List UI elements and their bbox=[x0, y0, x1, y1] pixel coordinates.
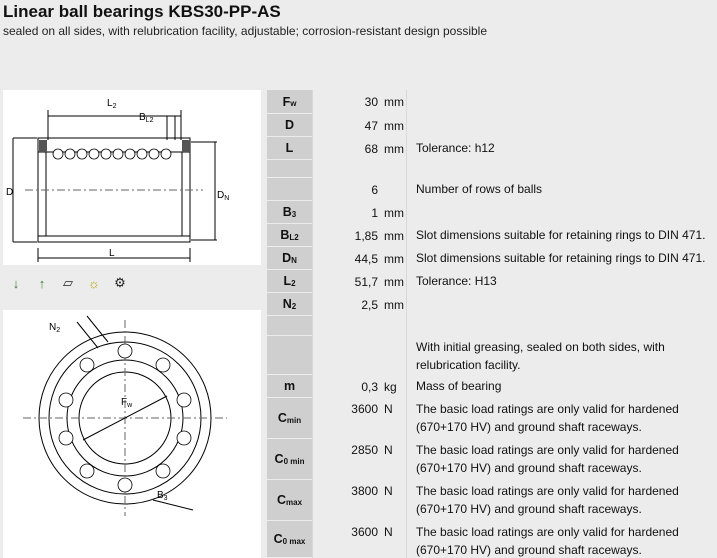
label-l: L bbox=[109, 248, 115, 259]
row-note bbox=[406, 160, 717, 178]
load-up-icon: ↑ bbox=[38, 275, 46, 291]
row-note: Slot dimensions suitable for retaining rings to DIN 471. bbox=[406, 247, 717, 270]
row-symbol bbox=[267, 160, 312, 178]
table-row-cmax bbox=[267, 480, 717, 521]
table-row-greasing bbox=[267, 336, 717, 375]
table-row-c0min bbox=[267, 439, 717, 480]
row-value: 2850 N bbox=[312, 439, 406, 480]
table-row-bl2 bbox=[267, 224, 717, 247]
table-row-dn bbox=[267, 247, 717, 270]
table-row-cmin bbox=[267, 398, 717, 439]
row-symbol bbox=[267, 336, 312, 375]
label-n2: $N_2$ bbox=[49, 322, 61, 334]
row-note: Number of rows of balls bbox=[406, 178, 717, 201]
section-drawing-panel bbox=[3, 90, 261, 265]
row-value: 0,3 kg bbox=[312, 375, 406, 398]
row-symbol: D $_N$ bbox=[267, 247, 312, 270]
label-l2: $L_2$ bbox=[107, 98, 117, 110]
row-symbol: B $_3$ bbox=[267, 201, 312, 224]
row-symbol: C $_{0 max}$ bbox=[267, 521, 312, 558]
table-row-spacer bbox=[267, 316, 717, 336]
row-value: 44,5 mm bbox=[312, 247, 406, 270]
label-dn: $D_N$ bbox=[217, 190, 230, 202]
table-row-ball-rows bbox=[267, 178, 717, 201]
row-note bbox=[406, 90, 717, 114]
row-symbol: D bbox=[267, 114, 312, 137]
label-b3: $B_3$ bbox=[157, 490, 168, 502]
row-value: 2,5 mm bbox=[312, 293, 406, 316]
row-symbol bbox=[267, 316, 312, 336]
row-note: Slot dimensions suitable for retaining rings to DIN 471. bbox=[406, 224, 717, 247]
table-row-d bbox=[267, 114, 717, 137]
table-row-l2 bbox=[267, 270, 717, 293]
table-row-l bbox=[267, 137, 717, 160]
row-note bbox=[406, 201, 717, 224]
row-value bbox=[312, 160, 406, 178]
row-symbol: C $_{min}$ bbox=[267, 398, 312, 439]
load-down-icon: ↓ bbox=[12, 275, 20, 291]
row-note bbox=[406, 114, 717, 137]
table-row-b3 bbox=[267, 201, 717, 224]
table-row-fw bbox=[267, 90, 717, 114]
row-note: The basic load ratings are only valid for hardened (670+170 HV) and ground shaft raceways. bbox=[406, 439, 717, 480]
page-subtitle: sealed on all sides, with relubrication facility, adjustable; corrosion-resistant design possible bbox=[3, 24, 488, 38]
page-title: Linear ball bearings KBS30-PP-AS bbox=[3, 2, 281, 21]
row-value: 30 mm bbox=[312, 90, 406, 114]
row-note bbox=[406, 293, 717, 316]
row-value: 1,85 mm bbox=[312, 224, 406, 247]
row-value: 68 mm bbox=[312, 137, 406, 160]
row-note: The basic load ratings are only valid for hardened (670+170 HV) and ground shaft raceways. bbox=[406, 480, 717, 521]
table-row-n2 bbox=[267, 293, 717, 316]
row-value: 51,7 mm bbox=[312, 270, 406, 293]
row-symbol: L bbox=[267, 137, 312, 160]
row-note: The basic load ratings are only valid for hardened (670+170 HV) and ground shaft raceways. bbox=[406, 521, 717, 558]
row-symbol: N $_2$ bbox=[267, 293, 312, 316]
row-value bbox=[312, 336, 406, 375]
lubrication-icon: ⚙ bbox=[114, 275, 126, 290]
cross-section-panel bbox=[3, 310, 261, 558]
row-symbol: C $_{0 min}$ bbox=[267, 439, 312, 480]
row-symbol bbox=[267, 178, 312, 201]
property-icons bbox=[6, 273, 130, 293]
angle-icon: ▱ bbox=[63, 275, 73, 290]
row-value bbox=[312, 316, 406, 336]
label-d: D bbox=[6, 187, 14, 198]
row-note: With initial greasing, sealed on both sides, with relubrication facility. bbox=[406, 336, 717, 375]
row-note: Mass of bearing bbox=[406, 375, 717, 398]
row-value: 6 bbox=[312, 178, 406, 201]
section-drawing bbox=[3, 90, 261, 265]
row-value: 1 mm bbox=[312, 201, 406, 224]
row-note: Tolerance: H13 bbox=[406, 270, 717, 293]
table-row-c0max bbox=[267, 521, 717, 558]
table-row-spacer bbox=[267, 160, 717, 178]
row-symbol: m bbox=[267, 375, 312, 398]
label-fw: $F_w$ bbox=[121, 397, 133, 409]
label-bl2: $B_{L2}$ bbox=[139, 112, 154, 124]
row-value: 3600 N bbox=[312, 521, 406, 558]
row-note: The basic load ratings are only valid for hardened (670+170 HV) and ground shaft raceways. bbox=[406, 398, 717, 439]
row-symbol: B $_{L2}$ bbox=[267, 224, 312, 247]
row-symbol: F $_w$ bbox=[267, 90, 312, 114]
row-value: 3800 N bbox=[312, 480, 406, 521]
row-symbol: L $_2$ bbox=[267, 270, 312, 293]
cross-section-drawing bbox=[3, 310, 261, 558]
row-note: Tolerance: h12 bbox=[406, 137, 717, 160]
table-row-mass bbox=[267, 375, 717, 398]
row-value: 3600 N bbox=[312, 398, 406, 439]
row-value: 47 mm bbox=[312, 114, 406, 137]
row-note bbox=[406, 316, 717, 336]
row-symbol: C $_{max}$ bbox=[267, 480, 312, 521]
speed-icon: ☼ bbox=[88, 275, 100, 291]
